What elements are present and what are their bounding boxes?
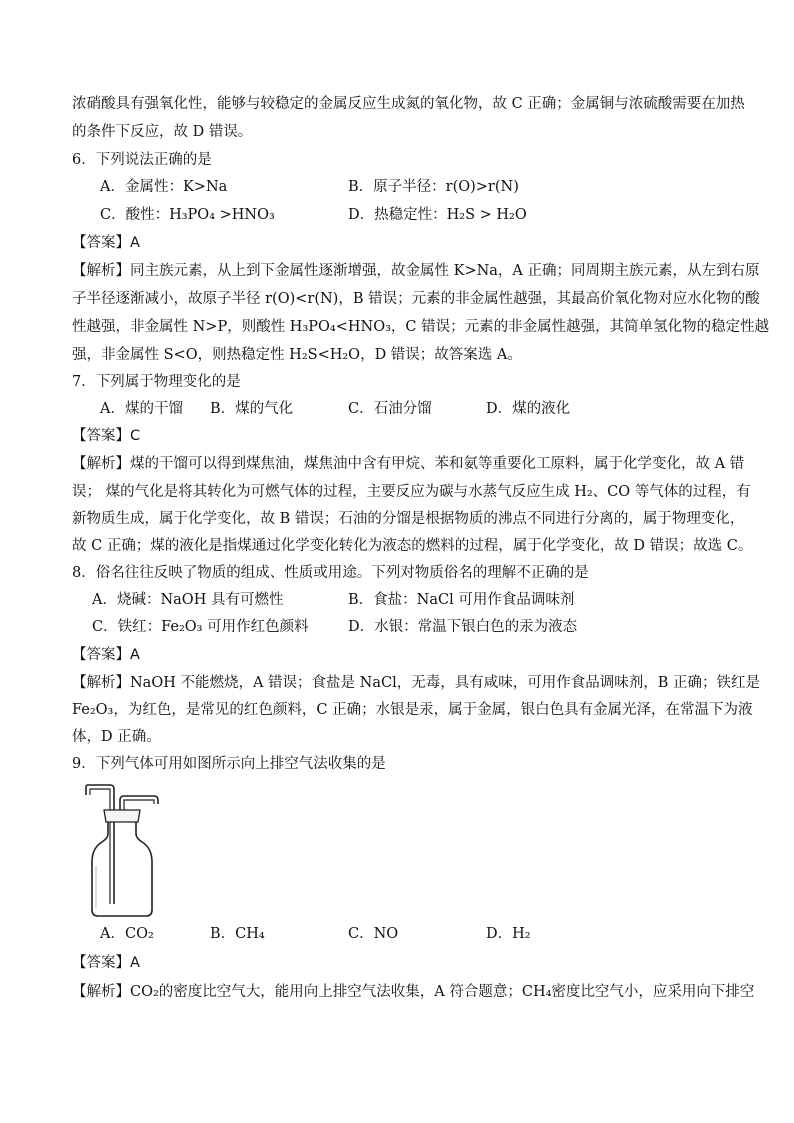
stopper xyxy=(104,810,140,822)
q9-option-d: D．H₂ xyxy=(486,926,531,942)
q8-stem: 8．俗名往往反映了物质的组成、性质或用途。下列对物质俗名的理解不正确的是 xyxy=(72,565,589,581)
q7-option-a: A．煤的干馏 xyxy=(100,401,183,417)
q7-option-c: C．石油分馏 xyxy=(348,401,432,417)
q8-explanation-line-3: 体，D 正确。 xyxy=(72,729,161,745)
q6-option-c: C．酸性：H₃PO₄ >HNO₃ xyxy=(100,207,275,223)
q9-explanation-line-1: 【解析】CO₂的密度比空气大，能用向上排空气法收集，A 符合题意；CH₄密度比空气小，应采用向下排空 xyxy=(72,984,755,1000)
q7-answer: 【答案】C xyxy=(72,428,141,444)
q6-explanation-line-3: 性越强，非金属性 N>P，则酸性 H₃PO₄<HNO₃，C 错误；元素的非金属性越强，其简单氢化物的稳定性越 xyxy=(72,319,770,335)
q7-option-b: B．煤的气化 xyxy=(210,401,294,417)
q8-option-b: B．食盐：NaCl 可用作食品调味剂 xyxy=(348,592,575,608)
intro-line-1: 浓硝酸具有强氧化性，能够与较稳定的金属反应生成氮的氧化物，故 C 正确；金属铜与浓硫酸需要在加热 xyxy=(72,96,745,112)
q7-explanation-line-2: 误； 煤的气化是将其转化为可燃气体的过程，主要反应为碳与水蒸气反应生成 H₂、CO 等气体的过程，有 xyxy=(72,484,751,500)
q7-stem: 7．下列属于物理变化的是 xyxy=(72,374,241,390)
q8-answer: 【答案】A xyxy=(72,647,140,663)
q9-option-b: B．CH₄ xyxy=(210,926,265,942)
gas-collection-bottle-diagram xyxy=(84,782,174,918)
q6-explanation-line-4: 强，非金属性 S<O，则热稳定性 H₂S<H₂O，D 错误；故答案选 A。 xyxy=(72,347,522,363)
q8-option-a: A．烧碱：NaOH 具有可燃性 xyxy=(92,592,284,608)
q6-answer: 【答案】A xyxy=(72,235,140,251)
q7-explanation-line-1: 【解析】煤的干馏可以得到煤焦油，煤焦油中含有甲烷、苯和氨等重要化工原料，属于化学变化，故 A 错 xyxy=(72,456,745,472)
short-outlet-tube xyxy=(120,796,158,810)
q8-option-d: D．水银：常温下银白色的汞为液态 xyxy=(348,619,578,635)
q6-stem: 6．下列说法正确的是 xyxy=(72,152,212,168)
bottle-body xyxy=(92,822,152,916)
q9-answer: 【答案】A xyxy=(72,955,140,971)
q8-option-c: C．铁红：Fe₂O₃ 可用作红色颜料 xyxy=(92,619,309,635)
q9-option-c: C．NO xyxy=(348,926,399,942)
q6-explanation-line-1: 【解析】同主族元素，从上到下金属性逐渐增强，故金属性 K>Na，A 正确；同周期主族元素，从左到右原 xyxy=(72,263,760,279)
q8-explanation-line-1: 【解析】NaOH 不能燃烧，A 错误；食盐是 NaCl，无毒，具有咸味，可用作食品调味剂，B 正确；铁红是 xyxy=(72,675,760,691)
q7-explanation-line-4: 故 C 正确；煤的液化是指煤通过化学变化转化为液态的燃料的过程，属于化学变化，故 D 错误；故选 C。 xyxy=(72,538,753,554)
q9-stem: 9．下列气体可用如图所示向上排空气法收集的是 xyxy=(72,756,386,772)
q8-explanation-line-2: Fe₂O₃，为红色，是常见的红色颜料，C 正确；水银是汞，属于金属，银白色具有金属光泽，在常温下为液 xyxy=(72,702,753,718)
q9-option-a: A．CO₂ xyxy=(100,926,154,942)
q6-option-a: A．金属性：K>Na xyxy=(100,179,228,195)
q7-explanation-line-3: 新物质生成，属于化学变化，故 B 错误；石油的分馏是根据物质的沸点不同进行分离的，属于物理变化， xyxy=(72,511,745,527)
q6-option-d: D．热稳定性：H₂S > H₂O xyxy=(348,207,527,223)
q6-option-b: B．原子半径：r(O)>r(N) xyxy=(348,179,519,195)
intro-line-2: 的条件下反应，故 D 错误。 xyxy=(72,124,253,140)
q6-explanation-line-2: 子半径逐渐减小，故原子半径 r(O)<r(N)，B 错误；元素的非金属性越强，其最高价氧化物对应水化物的酸 xyxy=(72,291,760,307)
q7-option-d: D．煤的液化 xyxy=(486,401,571,417)
